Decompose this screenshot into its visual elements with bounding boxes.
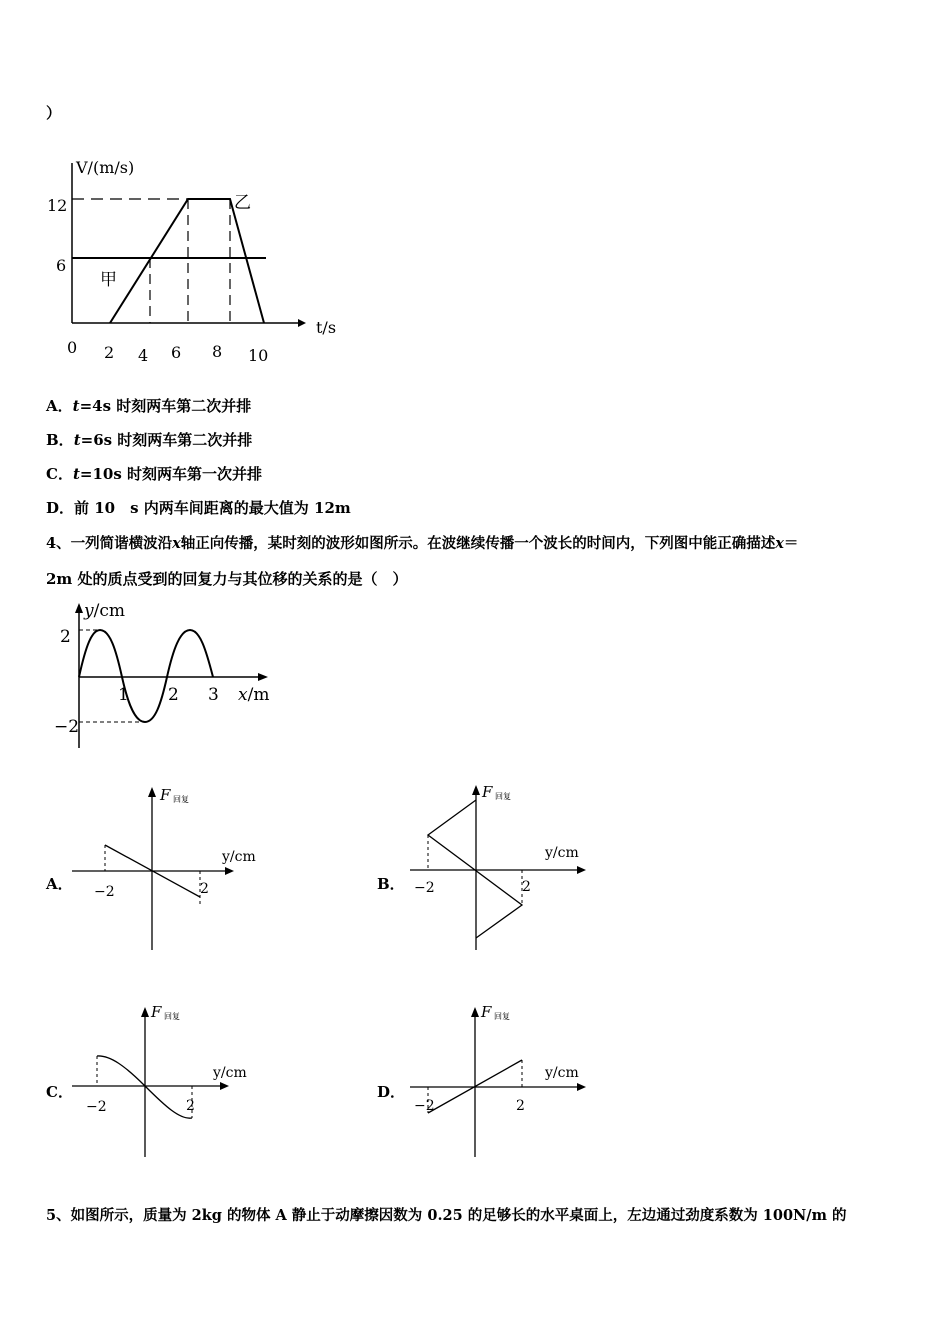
d-pos: 2 <box>516 1098 525 1114</box>
wave-ytick: 2 <box>60 627 71 647</box>
a-F: F <box>160 786 171 804</box>
option-var: t <box>72 465 80 483</box>
wave-ylabel-unit: /cm <box>93 601 125 621</box>
option-var: t <box>72 397 80 415</box>
vt-xtick: 8 <box>212 342 223 361</box>
q5-stem: 5、如图所示，质量为 2kg 的物体 A 静止于动摩擦因数为 0.25 的足够长的水平桌面上，左边通过劲度系数为 100N/m 的 <box>46 1207 847 1224</box>
wave-xlabel: x/m <box>238 685 270 705</box>
wave-xtick: 3 <box>208 685 219 705</box>
b-axis-label: y/cm <box>545 845 579 861</box>
option-letter: D． <box>46 499 75 517</box>
vt-xtick: 10 <box>248 346 269 365</box>
wave-xtick: 1 <box>118 685 129 705</box>
wave-ylabel: y/cm <box>84 601 125 621</box>
q4-stem-part: ＝ <box>783 535 799 552</box>
d-F: F <box>481 1003 492 1021</box>
c-F-sub: 回复 <box>164 1012 180 1021</box>
q4-stem-part: 4、一列简谐横波沿 <box>46 535 173 552</box>
c-pos: 2 <box>186 1098 195 1114</box>
c-F: F <box>151 1003 162 1021</box>
q4-stem-var: x <box>172 535 181 552</box>
q4-choice-b-letter: B． <box>377 875 405 893</box>
d-neg: −2 <box>414 1098 435 1114</box>
vt-xlabel: t/s <box>316 318 337 337</box>
option-letter: B． <box>46 431 74 449</box>
b-F: F <box>482 783 493 801</box>
q4-stem-var: x <box>775 535 784 552</box>
q4-choice-d-letter: D． <box>377 1083 406 1101</box>
vt-ylabel: V/(m/s) <box>76 158 135 177</box>
a-pos: 2 <box>200 881 209 897</box>
wave-ytick: −2 <box>54 717 80 737</box>
vt-ytick: 6 <box>56 256 67 275</box>
vt-xtick: 6 <box>171 343 182 362</box>
wave-xtick: 2 <box>168 685 179 705</box>
d-F-sub: 回复 <box>494 1012 510 1021</box>
option-text: 前 10 s 内两车间距离的最大值为 12m <box>74 499 351 517</box>
option-letter: A． <box>46 397 73 415</box>
q4-stem-line2: 2m 处的质点受到的回复力与其位移的关系的是（ ） <box>46 570 408 588</box>
b-neg: −2 <box>414 880 435 896</box>
a-neg: −2 <box>94 884 115 900</box>
option-text: =4s 时刻两车第二次并排 <box>79 397 252 415</box>
top-fragment: ） <box>46 104 62 122</box>
option-text: =10s 时刻两车第一次并排 <box>79 465 263 483</box>
b-pos: 2 <box>522 879 531 895</box>
c-axis-label: y/cm <box>213 1065 247 1081</box>
c-neg: −2 <box>86 1099 107 1115</box>
d-y-arrow <box>577 1083 586 1091</box>
a-F-sub: 回复 <box>173 795 189 804</box>
q4-choice-c-letter: C． <box>46 1083 73 1101</box>
vt-xtick: 2 <box>104 343 115 362</box>
option-letter: C． <box>46 465 73 483</box>
q4-choice-a-letter: A． <box>46 875 73 893</box>
q4-stem-part: 轴正向传播，某时刻的波形如图所示。在波继续传播一个波长的时间内，下列图中能正确描述 <box>180 535 776 552</box>
vt-label-yi: 乙 <box>234 193 251 213</box>
vt-xtick: 0 <box>67 338 78 357</box>
d-axis-label: y/cm <box>545 1065 579 1081</box>
vt-ytick: 12 <box>47 196 68 215</box>
b-F-sub: 回复 <box>495 792 511 801</box>
d-f-arrow <box>471 1007 479 1017</box>
a-axis-label: y/cm <box>222 849 256 865</box>
option-text: =6s 时刻两车第二次并排 <box>80 431 253 449</box>
vt-label-jia: 甲 <box>100 270 117 290</box>
vt-xtick: 4 <box>138 346 149 365</box>
option-var: t <box>73 431 81 449</box>
